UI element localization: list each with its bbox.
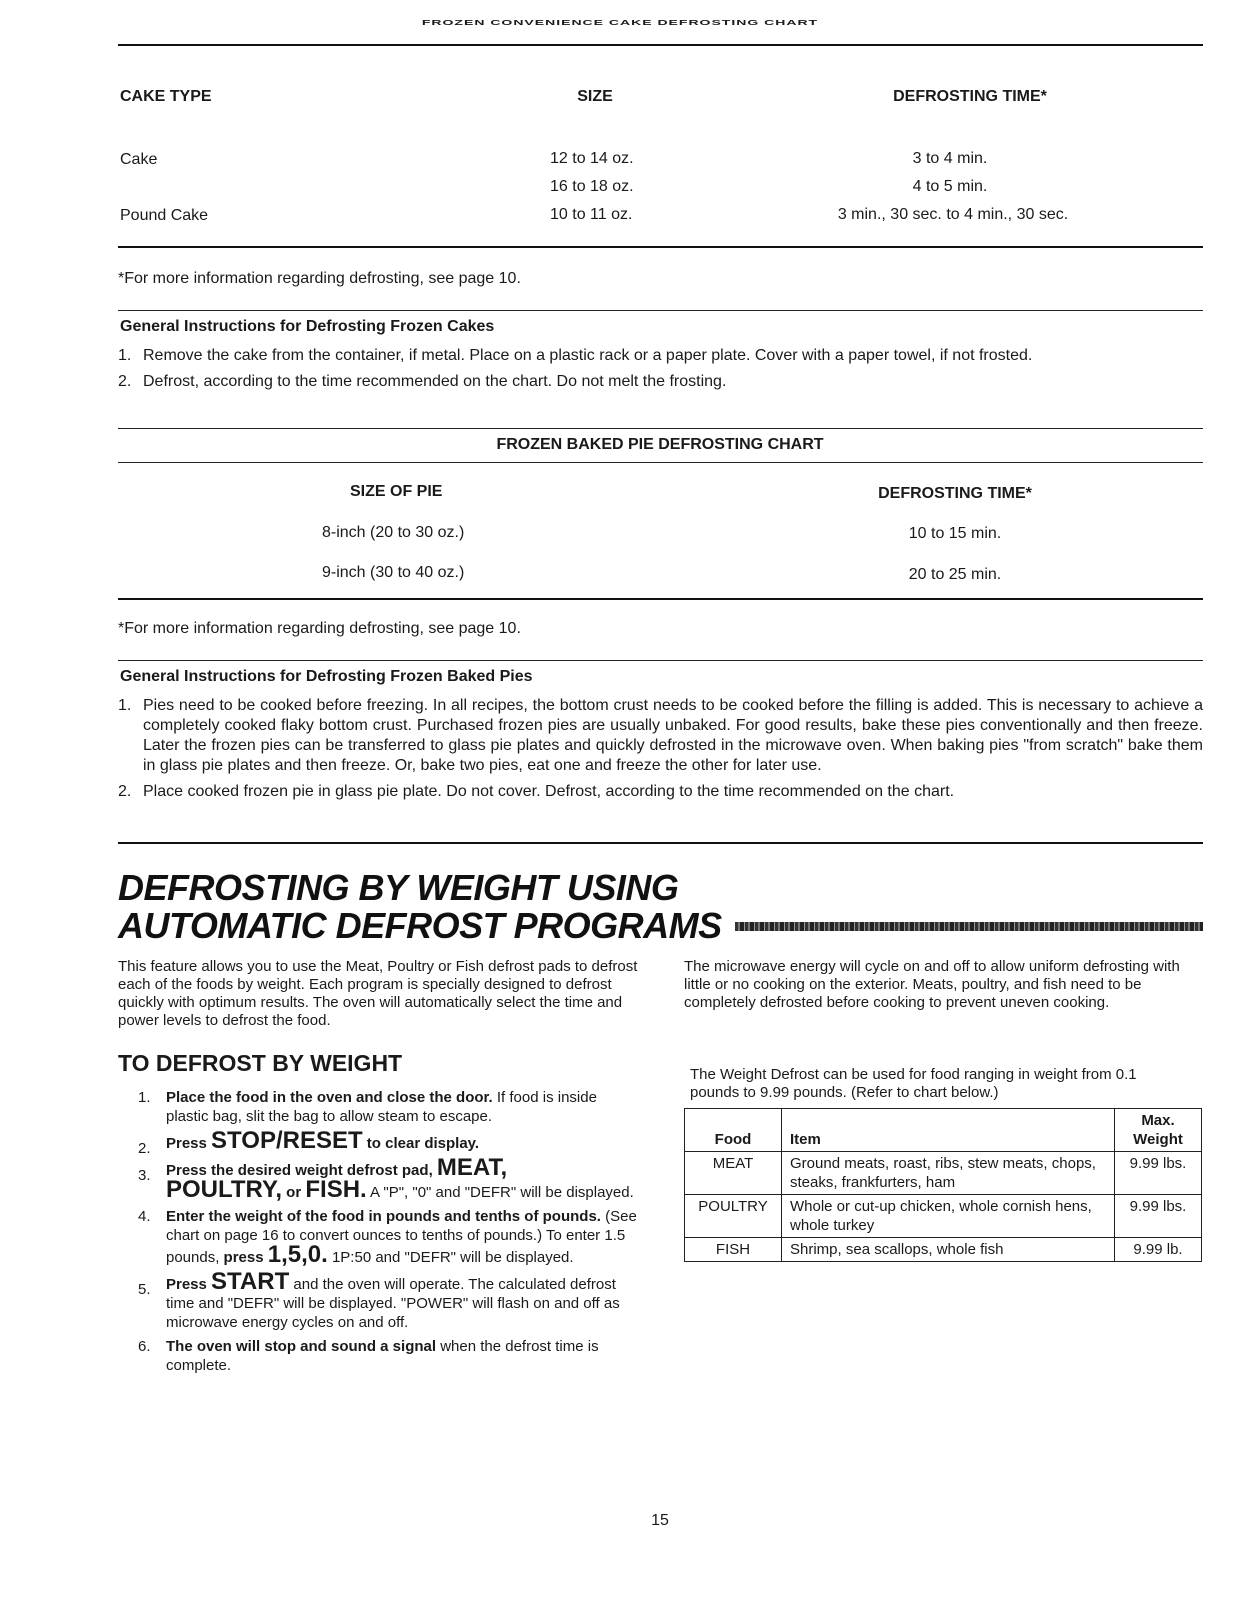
header-cake-type: CAKE TYPE <box>120 88 212 105</box>
table-row <box>685 1238 1202 1262</box>
step-bold-text: Press <box>166 1135 212 1152</box>
meat-key-label: MEAT, <box>436 1154 508 1181</box>
step-text: (See chart on page 16 to convert ounces to tenths of pounds.) To enter 1.5 pounds, <box>166 1208 637 1266</box>
cake-instructions-heading: General Instructions for Defrosting Frozen Cakes <box>120 318 495 335</box>
cell-food: FISH <box>685 1238 782 1262</box>
divider <box>118 462 1203 463</box>
header-size-of-pie: SIZE OF PIE <box>350 483 443 500</box>
table-header-row <box>685 1109 1202 1152</box>
list-item <box>118 372 1203 392</box>
defrost-steps <box>138 1088 638 1380</box>
step-number: 5. <box>138 1281 151 1298</box>
section-title-line-2: AUTOMATIC DEFROST PROGRAMS <box>118 905 722 946</box>
divider <box>118 44 1203 46</box>
pie-row-1-size: 8-inch (20 to 30 oz.) <box>322 524 465 541</box>
header-pie-defrost-time: DEFROSTING TIME* <box>878 485 1032 502</box>
step-bold-text: Enter the weight of the food in pounds and tenths of pounds. <box>166 1208 601 1225</box>
list-text: Defrost, according to the time recommended on the chart. Do not melt the frosting. <box>143 373 727 390</box>
divider <box>118 842 1203 844</box>
cell-food: MEAT <box>685 1152 782 1195</box>
cake-instructions-list <box>118 346 1203 398</box>
fish-key-label: FISH. <box>305 1176 367 1203</box>
step-3 <box>138 1154 638 1203</box>
cell-max-weight: 9.99 lbs. <box>1115 1195 1202 1238</box>
step-number: 4. <box>138 1208 151 1225</box>
subheading-to-defrost: TO DEFROST BY WEIGHT <box>118 1050 403 1076</box>
step-bold-text: or <box>282 1184 306 1201</box>
header-size: SIZE <box>577 88 613 105</box>
step-bold-text: Place the food in the oven and close the door. <box>166 1089 493 1106</box>
step-number: 3. <box>138 1167 151 1184</box>
cake-row-3-type: Pound Cake <box>120 207 209 224</box>
step-2 <box>138 1127 638 1157</box>
step-text: If food is inside plastic bag, slit the bag to allow steam to escape. <box>166 1089 597 1125</box>
cake-row-1-time: 3 to 4 min. <box>912 150 988 167</box>
number-keys-label: 1,5,0. <box>267 1241 328 1268</box>
step-number: 1. <box>138 1089 151 1106</box>
step-number: 2. <box>138 1140 151 1157</box>
list-item <box>118 346 1203 366</box>
step-text: A "P", "0" and "DEFR" will be displayed. <box>366 1184 634 1201</box>
pie-chart-title: FROZEN BAKED PIE DEFROSTING CHART <box>496 436 824 453</box>
pie-instructions-list <box>118 696 1203 808</box>
page-number: 15 <box>651 1512 669 1529</box>
list-text: Remove the cake from the container, if metal. Place on a plastic rack or a paper plate. Cover with a paper towel, if not frosted. <box>143 347 1033 364</box>
divider <box>118 428 1203 429</box>
cake-row-1-type: Cake <box>120 151 158 168</box>
cell-item: Shrimp, sea scallops, whole fish <box>782 1238 1115 1262</box>
step-bold-text: Press <box>166 1276 212 1293</box>
table-row <box>685 1195 1202 1238</box>
column-header-food: Food <box>685 1109 782 1152</box>
cake-chart-title: FROZEN CONVENIENCE CAKE DEFROSTING CHART <box>421 18 819 27</box>
pie-instructions-heading: General Instructions for Defrosting Frozen Baked Pies <box>120 668 533 685</box>
header-defrost-time: DEFROSTING TIME* <box>893 88 1047 105</box>
step-bold-text: The oven will stop and sound a signal <box>166 1338 437 1355</box>
column-header-item: Item <box>782 1109 1115 1152</box>
start-key-label: START <box>211 1268 290 1295</box>
list-number: 2. <box>118 783 132 800</box>
cell-item: Ground meats, roast, ribs, stew meats, chops, steaks, frankfurters, ham <box>782 1152 1115 1195</box>
cell-food: POULTRY <box>685 1195 782 1238</box>
step-bold-text: press <box>223 1249 268 1266</box>
pie-row-2-time: 20 to 25 min. <box>908 566 1002 583</box>
step-text: and the oven will operate. The calculated defrost time and "DEFR" will be displayed. "POWER" will flash on and off as microwave energy cycles on and off. <box>166 1276 620 1331</box>
cake-footnote: *For more information regarding defrosting, see page 10. <box>118 270 521 287</box>
step-bold-text: to clear display. <box>362 1135 480 1152</box>
step-text: when the defrost time is complete. <box>166 1338 599 1374</box>
table-row <box>685 1152 1202 1195</box>
stop-reset-key-label: STOP/RESET <box>211 1127 363 1154</box>
pie-row-1-time: 10 to 15 min. <box>908 525 1002 542</box>
weight-defrost-table <box>684 1108 1202 1262</box>
list-text: Pies need to be cooked before freezing. In all recipes, the bottom crust needs to be cooked before the filling is added. This is necessary to achieve a completely cooked flaky bottom crust. Purchased frozen pies are usually unbaked. For good results, bake these pies conventionally and then freeze. Later the frozen pies can be transferred to glass pie plates and quickly defrosted in the microwave oven. When baking pies "from scratch" bake them in glass pie plates and then freeze. Or, bake two pies, eat one and freeze the other for later use. <box>143 697 1203 774</box>
step-5 <box>138 1268 638 1332</box>
cell-max-weight: 9.99 lbs. <box>1115 1152 1202 1195</box>
list-number: 2. <box>118 373 132 390</box>
divider <box>118 246 1203 248</box>
pie-row-2-size: 9-inch (30 to 40 oz.) <box>322 564 465 581</box>
step-6 <box>138 1337 638 1375</box>
cake-row-3-size: 10 to 11 oz. <box>550 206 633 223</box>
divider <box>118 598 1203 600</box>
cake-row-3-time: 3 min., 30 sec. to 4 min., 30 sec. <box>837 206 1069 223</box>
right-paragraph-2: The Weight Defrost can be used for food ranging in weight from 0.1 pounds to 9.99 pounds. (Refer to chart below.) <box>690 1066 1137 1101</box>
step-1 <box>138 1088 638 1126</box>
right-paragraph-1: The microwave energy will cycle on and off to allow uniform defrosting with little or no cooking on the exterior. Meats, poultry, and fish need to be completely defrosted before cooking to prevent uneven cooking. <box>684 958 1180 1011</box>
list-text: Place cooked frozen pie in glass pie plate. Do not cover. Defrost, according to the time recommended on the chart. <box>143 783 955 800</box>
section-title-line-1: DEFROSTING BY WEIGHT USING <box>118 867 679 908</box>
column-header-max-weight: Max. Weight <box>1115 1109 1202 1152</box>
divider <box>118 660 1203 661</box>
cell-max-weight: 9.99 lb. <box>1115 1238 1202 1262</box>
step-text: 1P:50 and "DEFR" will be displayed. <box>327 1249 574 1266</box>
step-number: 6. <box>138 1338 151 1355</box>
decorative-rule <box>735 922 1203 931</box>
pie-footnote: *For more information regarding defrosting, see page 10. <box>118 620 521 637</box>
list-item <box>118 782 1203 802</box>
list-number: 1. <box>118 697 132 714</box>
poultry-key-label: POULTRY, <box>166 1176 283 1203</box>
intro-paragraph: This feature allows you to use the Meat, Poultry or Fish defrost pads to defrost each of the foods by weight. Each program is specially designed to defrost quickly with optimum results. The oven will automatically select the time and power levels to defrost the food. <box>118 958 638 1029</box>
cake-row-2-size: 16 to 18 oz. <box>550 178 634 195</box>
cake-row-2-time: 4 to 5 min. <box>912 178 988 195</box>
cake-row-1-size: 12 to 14 oz. <box>550 150 634 167</box>
cell-item: Whole or cut-up chicken, whole cornish hens, whole turkey <box>782 1195 1115 1238</box>
step-bold-text: Press the desired weight defrost pad, <box>166 1162 437 1179</box>
step-4 <box>138 1207 638 1267</box>
list-item <box>118 696 1203 776</box>
divider <box>118 310 1203 311</box>
list-number: 1. <box>118 347 132 364</box>
